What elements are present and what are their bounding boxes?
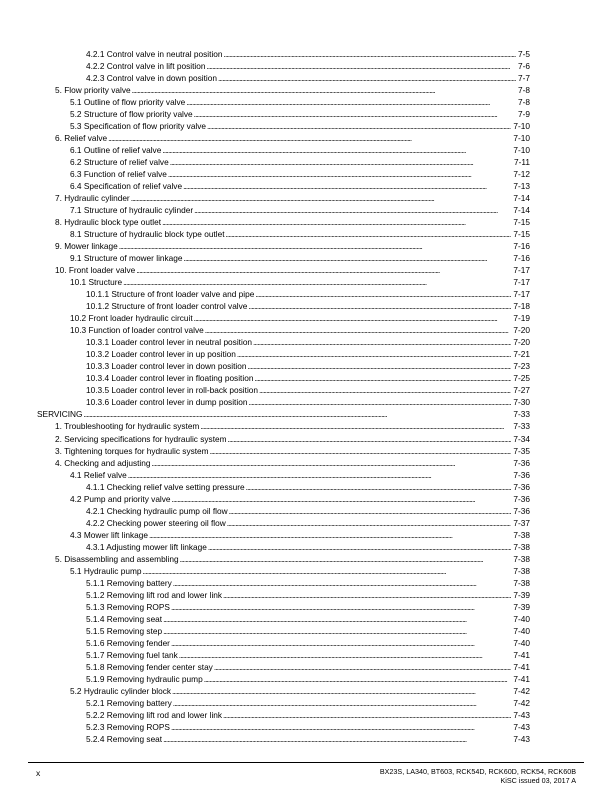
toc-entry[interactable] <box>0 685 612 697</box>
toc-entry[interactable] <box>0 156 612 168</box>
toc-leader-dots <box>227 517 511 529</box>
toc-entry-page: 7-17 <box>513 289 530 300</box>
toc-entry-text <box>70 324 511 336</box>
toc-leader-dots <box>180 553 511 565</box>
toc-entry-page: 7-16 <box>513 241 530 252</box>
toc-entry[interactable] <box>0 709 612 721</box>
toc-entry-page: 7-35 <box>513 445 530 456</box>
toc-entry-label: 5.1.8 Removing fender center stay <box>86 661 213 672</box>
toc-entry-text <box>70 493 511 505</box>
toc-entry-text <box>86 372 511 384</box>
toc-leader-dots <box>119 240 511 252</box>
toc-entry[interactable] <box>0 721 612 733</box>
toc-leader-dots <box>170 156 512 168</box>
toc-entry-page: 7-16 <box>513 253 530 264</box>
toc-entry-text <box>86 505 511 517</box>
toc-entry[interactable] <box>0 228 612 240</box>
toc-entry-label: 6.2 Structure of relief valve <box>70 157 169 168</box>
toc-entry-page: 7-13 <box>513 181 530 192</box>
toc-entry-page: 7-21 <box>513 349 530 360</box>
footer-divider <box>28 762 584 763</box>
toc-entry-page: 7-38 <box>513 553 530 564</box>
toc-entry-page: 7-30 <box>513 397 530 408</box>
toc-entry-page: 7-33 <box>513 409 530 420</box>
toc-entry-page: 7-38 <box>513 529 530 540</box>
toc-entry[interactable] <box>0 589 612 601</box>
toc-entry-page: 7-43 <box>513 721 530 732</box>
toc-entry[interactable] <box>0 649 612 661</box>
toc-leader-dots <box>186 96 516 108</box>
toc-entry-text <box>55 240 511 252</box>
toc-entry[interactable] <box>0 108 612 120</box>
toc-entry[interactable] <box>0 48 612 60</box>
toc-entry-text <box>86 649 511 661</box>
toc-entry-label: 4.1.1 Checking relief valve setting pressure <box>86 481 245 492</box>
toc-entry[interactable] <box>0 384 612 396</box>
toc-entry[interactable] <box>0 420 612 432</box>
toc-entry-page: 7-41 <box>513 661 530 672</box>
toc-leader-dots <box>123 276 511 288</box>
toc-entry-page: 7-15 <box>513 217 530 228</box>
toc-entry-label: 10.3 Function of loader control valve <box>70 325 204 336</box>
toc-entry-text <box>70 96 516 108</box>
toc-entry-page: 7-38 <box>513 541 530 552</box>
toc-entry-page: 7-17 <box>513 265 530 276</box>
toc-entry-page: 7-36 <box>513 457 530 468</box>
toc-entry-text <box>37 408 511 420</box>
toc-entry-page: 7-36 <box>513 469 530 480</box>
toc-entry-text <box>70 204 511 216</box>
toc-entry-label: 10.3.1 Loader control lever in neutral position <box>86 337 253 348</box>
toc-entry[interactable] <box>0 288 612 300</box>
toc-leader-dots <box>162 144 511 156</box>
toc-leader-dots <box>246 481 511 493</box>
toc-leader-dots <box>183 180 511 192</box>
toc-entry-label: 5.1.9 Removing hydraulic pump <box>86 673 203 684</box>
toc-leader-dots <box>108 132 511 144</box>
toc-leader-dots <box>248 300 511 312</box>
toc-entry[interactable] <box>0 240 612 252</box>
toc-leader-dots <box>226 228 512 240</box>
toc-entry-text <box>86 541 511 553</box>
toc-entry-label: 5.1 Outline of flow priority valve <box>70 97 186 108</box>
toc-entry-page: 7-19 <box>513 313 530 324</box>
toc-leader-dots <box>131 192 511 204</box>
toc-entry-label: 4. Checking and adjusting <box>55 457 151 468</box>
toc-leader-dots <box>172 685 511 697</box>
toc-entry-label: 6.1 Outline of relief valve <box>70 145 162 156</box>
toc-entry[interactable] <box>0 168 612 180</box>
toc-leader-dots <box>163 733 511 745</box>
toc-entry-text <box>86 709 511 721</box>
toc-entry[interactable] <box>0 733 612 745</box>
toc-leader-dots <box>142 565 511 577</box>
toc-entry-label: 10.1.2 Structure of front loader control valve <box>86 301 248 312</box>
toc-entry[interactable] <box>0 553 612 565</box>
toc-leader-dots <box>205 324 511 336</box>
toc-entry-page: 7-37 <box>513 517 530 528</box>
toc-entry-page: 7-8 <box>518 85 530 96</box>
toc-entry[interactable] <box>0 204 612 216</box>
toc-entry-page: 7-40 <box>513 625 530 636</box>
toc-entry[interactable] <box>0 84 612 96</box>
toc-leader-dots <box>207 120 511 132</box>
toc-entry-label: 7. Hydraulic cylinder <box>55 193 130 204</box>
toc-entry-label: 10.1.1 Structure of front loader valve and pipe <box>86 289 255 300</box>
toc-entry-page: 7-10 <box>513 121 530 132</box>
toc-entry-page: 7-38 <box>513 577 530 588</box>
toc-entry-label: 5.2 Structure of flow priority valve <box>70 109 193 120</box>
toc-entry-text <box>70 565 511 577</box>
toc-entry-label: 10.2 Front loader hydraulic circuit <box>70 313 193 324</box>
toc-entry-page: 7-36 <box>513 505 530 516</box>
toc-entry-page: 7-43 <box>513 733 530 744</box>
toc-leader-dots <box>255 288 511 300</box>
toc-entry-text <box>55 433 511 445</box>
toc-entry-label: 8. Hydraulic block type outlet <box>55 217 162 228</box>
toc-entry[interactable] <box>0 661 612 673</box>
toc-entry-label: 4.3.1 Adjusting mower lift linkage <box>86 541 207 552</box>
toc-entry-page: 7-36 <box>513 493 530 504</box>
toc-entry-text <box>86 288 511 300</box>
toc-leader-dots <box>237 348 511 360</box>
toc-leader-dots <box>204 673 511 685</box>
toc-leader-dots <box>206 60 516 72</box>
toc-entry-page: 7-34 <box>513 433 530 444</box>
toc-entry[interactable] <box>0 312 612 324</box>
toc-leader-dots <box>84 408 512 420</box>
toc-leader-dots <box>229 505 511 517</box>
toc-entry-label: 4.3 Mower lift linkage <box>70 529 148 540</box>
toc-entry-page: 7-6 <box>518 61 530 72</box>
toc-entry[interactable] <box>0 565 612 577</box>
toc-entry-page: 7-11 <box>514 157 530 168</box>
toc-leader-dots <box>223 589 511 601</box>
toc-entry-page: 7-23 <box>513 361 530 372</box>
toc-entry-text <box>55 192 511 204</box>
toc-entry-label: 10.3.2 Loader control lever in up position <box>86 349 236 360</box>
toc-leader-dots <box>136 264 511 276</box>
toc-leader-dots <box>224 48 516 60</box>
toc-entry-text <box>86 613 511 625</box>
toc-entry[interactable] <box>0 408 612 420</box>
toc-leader-dots <box>173 577 511 589</box>
toc-leader-dots <box>228 433 511 445</box>
toc-entry-label: 10.1 Structure <box>70 277 123 288</box>
toc-entry-label: 8.1 Structure of hydraulic block type outlet <box>70 229 225 240</box>
toc-leader-dots <box>173 697 511 709</box>
toc-entry[interactable] <box>0 529 612 541</box>
toc-entry-text <box>55 553 511 565</box>
toc-leader-dots <box>149 529 511 541</box>
toc-entry-text <box>86 601 511 613</box>
toc-entry-page: 7-12 <box>513 169 530 180</box>
toc-leader-dots <box>248 396 511 408</box>
toc-leader-dots <box>200 420 511 432</box>
toc-entry-text <box>70 156 512 168</box>
toc-entry-label: 1. Troubleshooting for hydraulic system <box>55 421 200 432</box>
toc-entry-text <box>86 336 511 348</box>
toc-entry-page: 7-42 <box>513 685 530 696</box>
toc-entry-text <box>70 228 511 240</box>
toc-entry[interactable] <box>0 132 612 144</box>
toc-leader-dots <box>253 336 511 348</box>
toc-leader-dots <box>218 72 516 84</box>
toc-entry[interactable] <box>0 396 612 408</box>
toc-entry-text <box>55 84 516 96</box>
toc-leader-dots <box>223 709 511 721</box>
toc-leader-dots <box>194 204 511 216</box>
toc-entry-text <box>86 384 511 396</box>
toc-entry-label: 4.2 Pump and priority valve <box>70 493 171 504</box>
toc-entry-page: 7-17 <box>513 277 530 288</box>
toc-entry[interactable] <box>0 324 612 336</box>
toc-entry-label: 4.2.2 Checking power steering oil flow <box>86 517 226 528</box>
toc-leader-dots <box>184 252 511 264</box>
toc-entry[interactable] <box>0 216 612 228</box>
toc-entry[interactable] <box>0 493 612 505</box>
toc-entry[interactable] <box>0 144 612 156</box>
table-of-contents <box>0 48 612 745</box>
toc-entry[interactable] <box>0 541 612 553</box>
toc-entry-text <box>55 264 511 276</box>
toc-entry[interactable] <box>0 372 612 384</box>
toc-entry-label: 5.1 Hydraulic pump <box>70 565 142 576</box>
toc-entry-page: 7-20 <box>513 325 530 336</box>
toc-entry-label: 5.2.2 Removing lift rod and lower link <box>86 709 223 720</box>
toc-entry-label: 10.3.4 Loader control lever in floating position <box>86 373 254 384</box>
toc-leader-dots <box>172 493 511 505</box>
toc-entry-text <box>86 348 511 360</box>
toc-entry-page: 7-41 <box>513 673 530 684</box>
toc-entry-label: 5.1.3 Removing ROPS <box>86 601 170 612</box>
toc-entry-text <box>86 733 511 745</box>
toc-entry[interactable] <box>0 697 612 709</box>
toc-entry[interactable] <box>0 60 612 72</box>
toc-entry-label: 10.3.5 Loader control lever in roll-back position <box>86 385 259 396</box>
toc-entry-text <box>86 72 516 84</box>
toc-leader-dots <box>208 541 511 553</box>
toc-entry-page: 7-18 <box>513 301 530 312</box>
toc-entry[interactable] <box>0 336 612 348</box>
toc-entry-text <box>86 300 511 312</box>
toc-leader-dots <box>132 84 516 96</box>
toc-entry[interactable] <box>0 517 612 529</box>
toc-entry[interactable] <box>0 348 612 360</box>
toc-leader-dots <box>171 637 511 649</box>
toc-entry-text <box>86 517 511 529</box>
toc-entry-label: 6.4 Specification of relief valve <box>70 181 183 192</box>
toc-entry-text <box>70 276 511 288</box>
toc-entry-page: 7-9 <box>518 109 530 120</box>
page-number: x <box>36 768 41 778</box>
toc-entry-label: 5.3 Specification of flow priority valve <box>70 121 207 132</box>
toc-entry[interactable] <box>0 601 612 613</box>
toc-entry[interactable] <box>0 72 612 84</box>
toc-entry-page: 7-20 <box>513 337 530 348</box>
toc-entry[interactable] <box>0 481 612 493</box>
toc-entry-label: 6.3 Function of relief valve <box>70 169 167 180</box>
toc-entry-text <box>70 144 511 156</box>
footer-issue: KiSC issued 03, 2017 A <box>500 776 576 785</box>
toc-entry-page: 7-7 <box>518 73 530 84</box>
toc-entry[interactable] <box>0 613 612 625</box>
toc-entry-text <box>86 625 511 637</box>
toc-entry-text <box>86 396 511 408</box>
toc-entry-label: 5.1.6 Removing fender <box>86 637 170 648</box>
toc-entry-label: 5. Disassembling and assembling <box>55 553 179 564</box>
toc-entry-page: 7-10 <box>513 133 530 144</box>
toc-leader-dots <box>194 312 511 324</box>
toc-entry-label: 3. Tightening torques for hydraulic system <box>55 445 209 456</box>
toc-entry-text <box>86 48 516 60</box>
toc-entry[interactable] <box>0 577 612 589</box>
toc-entry-label: 5.1.1 Removing battery <box>86 577 172 588</box>
toc-entry-page: 7-42 <box>513 697 530 708</box>
toc-entry-label: 7.1 Structure of hydraulic cylinder <box>70 205 194 216</box>
toc-entry-label: 4.2.1 Checking hydraulic pump oil flow <box>86 505 228 516</box>
toc-entry-label: 10.3.6 Loader control lever in dump position <box>86 397 248 408</box>
toc-leader-dots <box>163 625 511 637</box>
toc-entry-label: 10. Front loader valve <box>55 265 136 276</box>
toc-leader-dots <box>254 372 511 384</box>
toc-entry-page: 7-36 <box>513 481 530 492</box>
toc-entry[interactable] <box>0 433 612 445</box>
toc-entry[interactable] <box>0 360 612 372</box>
toc-entry[interactable] <box>0 264 612 276</box>
toc-entry-label: 4.2.1 Control valve in neutral position <box>86 49 223 59</box>
toc-entry[interactable] <box>0 673 612 685</box>
toc-entry-label: 5.1.5 Removing step <box>86 625 163 636</box>
toc-leader-dots <box>259 384 511 396</box>
toc-entry-page: 7-38 <box>513 565 530 576</box>
toc-entry-text <box>86 589 511 601</box>
toc-entry-label: 4.2.2 Control valve in lift position <box>86 61 206 72</box>
toc-entry-text <box>86 481 511 493</box>
toc-entry[interactable] <box>0 469 612 481</box>
toc-entry[interactable] <box>0 300 612 312</box>
toc-entry-page: 7-40 <box>513 637 530 648</box>
toc-entry-label: 4.1 Relief valve <box>70 469 127 480</box>
toc-entry-text <box>70 685 511 697</box>
toc-leader-dots <box>171 721 511 733</box>
toc-entry[interactable] <box>0 192 612 204</box>
toc-leader-dots <box>248 360 511 372</box>
toc-entry-label: 5.2.4 Removing seat <box>86 733 163 744</box>
toc-entry-text <box>86 360 511 372</box>
toc-entry[interactable] <box>0 276 612 288</box>
toc-entry-label: 10.3.3 Loader control lever in down position <box>86 361 247 372</box>
toc-leader-dots <box>179 649 511 661</box>
toc-entry[interactable] <box>0 457 612 469</box>
toc-entry-label: 5.2 Hydraulic cylinder block <box>70 685 171 696</box>
toc-entry-text <box>86 673 511 685</box>
toc-entry-label: 5.2.3 Removing ROPS <box>86 721 170 732</box>
toc-entry-text <box>70 252 511 264</box>
toc-leader-dots <box>214 661 511 673</box>
toc-entry-text <box>86 637 511 649</box>
toc-entry-text <box>55 132 511 144</box>
toc-entry-page: 7-8 <box>518 97 530 108</box>
toc-entry-page: 7-15 <box>513 229 530 240</box>
toc-entry-text <box>86 60 516 72</box>
toc-entry-page: 7-40 <box>513 613 530 624</box>
toc-entry-text <box>86 577 511 589</box>
footer-info <box>380 767 576 785</box>
toc-entry[interactable] <box>0 120 612 132</box>
toc-entry-page: 7-14 <box>513 205 530 216</box>
toc-leader-dots <box>171 601 511 613</box>
toc-entry-text <box>86 661 511 673</box>
toc-entry-page: 7-5 <box>518 49 530 59</box>
toc-entry-page: 7-14 <box>513 193 530 204</box>
toc-entry-text <box>70 529 511 541</box>
toc-entry[interactable] <box>0 180 612 192</box>
toc-entry[interactable] <box>0 445 612 457</box>
toc-entry-label: SERVICING <box>37 409 83 420</box>
toc-entry-page: 7-43 <box>513 709 530 720</box>
toc-leader-dots <box>162 216 511 228</box>
toc-entry-text <box>55 445 511 457</box>
toc-entry-page: 7-39 <box>513 601 530 612</box>
toc-entry-text <box>55 457 511 469</box>
toc-entry[interactable] <box>0 252 612 264</box>
toc-entry-page: 7-25 <box>513 373 530 384</box>
toc-entry-label: 2. Servicing specifications for hydraulic system <box>55 433 227 444</box>
toc-leader-dots <box>151 457 511 469</box>
toc-entry-page: 7-41 <box>513 649 530 660</box>
toc-leader-dots <box>194 108 516 120</box>
toc-entry-label: 5.2.1 Removing battery <box>86 697 172 708</box>
toc-entry-page: 7-39 <box>513 589 530 600</box>
toc-entry-text <box>86 697 511 709</box>
toc-entry-label: 4.2.3 Control valve in down position <box>86 73 217 84</box>
toc-entry[interactable] <box>0 96 612 108</box>
toc-entry-text <box>70 168 511 180</box>
toc-entry-text <box>86 721 511 733</box>
toc-entry-page: 7-33 <box>513 421 530 432</box>
toc-entry-text <box>70 312 511 324</box>
toc-entry[interactable] <box>0 505 612 517</box>
toc-leader-dots <box>128 469 511 481</box>
toc-entry-label: 5. Flow priority valve <box>55 85 131 96</box>
toc-entry-text <box>70 180 511 192</box>
toc-entry-page: 7-10 <box>513 145 530 156</box>
toc-entry-text <box>70 120 511 132</box>
toc-entry-label: 6. Relief valve <box>55 133 108 144</box>
toc-entry[interactable] <box>0 625 612 637</box>
toc-leader-dots <box>163 613 511 625</box>
toc-entry-text <box>70 108 516 120</box>
toc-entry-page: 7-27 <box>513 385 530 396</box>
toc-entry-label: 5.1.2 Removing lift rod and lower link <box>86 589 223 600</box>
toc-entry-label: 5.1.4 Removing seat <box>86 613 163 624</box>
toc-entry[interactable] <box>0 637 612 649</box>
footer-models: BX23S, LA340, BT603, RCK54D, RCK60D, RCK54, RCK60B <box>379 767 576 776</box>
toc-entry-label: 9.1 Structure of mower linkage <box>70 253 183 264</box>
toc-leader-dots <box>210 445 511 457</box>
toc-entry-label: 9. Mower linkage <box>55 241 118 252</box>
toc-entry-text <box>55 420 511 432</box>
toc-leader-dots <box>168 168 511 180</box>
toc-entry-text <box>70 469 511 481</box>
toc-entry-label: 5.1.7 Removing fuel tank <box>86 649 178 660</box>
toc-entry-text <box>55 216 511 228</box>
